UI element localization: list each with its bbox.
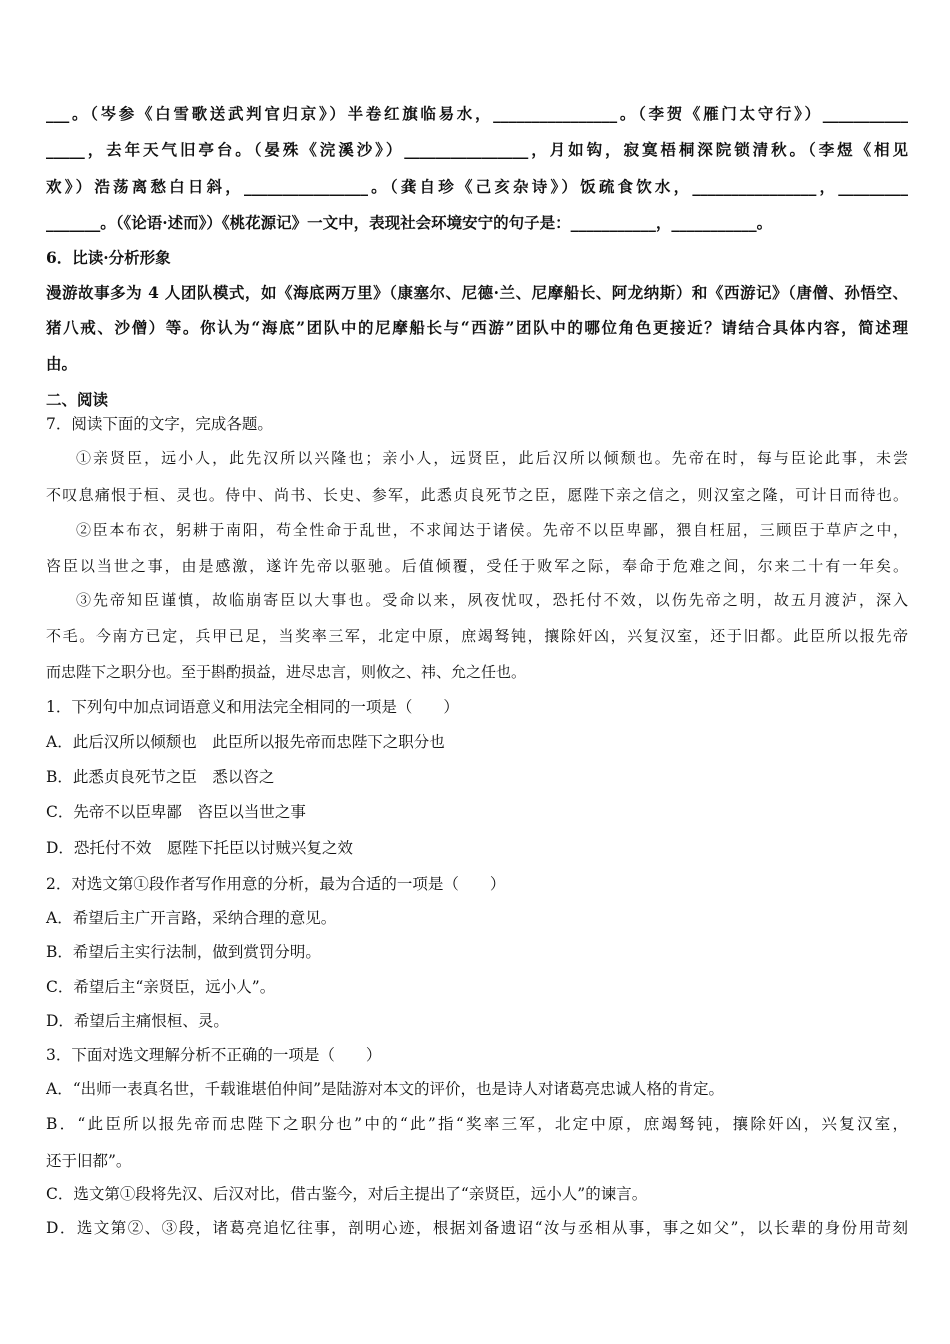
sub-question-1-option-c: C．先帝不以臣卑鄙 咨臣以当世之事 xyxy=(46,803,306,821)
sub-question-2-option-b: B．希望后主实行法制，做到赏罚分明。 xyxy=(46,943,321,961)
passage-paragraph-3-line-3: 而忠陛下之职分也。至于斟酌损益，进尽忠言，则攸之、祎、允之任也。 xyxy=(46,663,527,681)
sub-question-1-stem: 1．下列句中加点词语意义和用法完全相同的一项是（ ） xyxy=(46,698,459,716)
poetry-fill-line-4: _______。（《论语·述而》）《桃花源记》一文中，表现社会环境安宁的句子是：___________，___________。 xyxy=(46,213,773,232)
sub-question-1-option-a: A．此后汉所以倾颓也 此臣所以报先帝而忠陛下之职分也 xyxy=(46,733,445,751)
sub-question-1-option-b: B．此悉贞良死节之臣 悉以咨之 xyxy=(46,768,275,786)
passage-paragraph-2-line-2: 咨臣以当世之事，由是感激，遂许先帝以驱驰。后值倾覆，受任于败军之际，奉命于危难之间，尔来二十有一年矣。 xyxy=(46,557,908,575)
passage-paragraph-3-line-2: 不毛。今南方已定，兵甲已足，当奖率三军，北定中原，庶竭驽钝，攘除奸凶，兴复汉室，还于旧都。此臣所以报先帝 xyxy=(46,627,908,645)
passage-paragraph-2-line-1: ②臣本布衣，躬耕于南阳，苟全性命于乱世，不求闻达于诸侯。先帝不以臣卑鄙，猥自枉屈，三顾臣于草庐之中， xyxy=(76,521,908,539)
sub-question-2-option-c: C．希望后主“亲贤臣，远小人”。 xyxy=(46,978,276,996)
question-6-line-2: 猪八戒、沙僧）等。你认为“海底”团队中的尼摩船长与“西游”团队中的哪位角色更接近？请结合具体内容，简述理 xyxy=(46,318,908,337)
poetry-fill-line-3: 欢》）浩荡离愁白日斜，________________。（龚自珍《己亥杂诗》）饭疏食饮水，________________，_________ xyxy=(46,177,908,196)
passage-paragraph-1-line-1: ①亲贤臣，远小人，此先汉所以兴隆也；亲小人，远贤臣，此后汉所以倾颓也。先帝在时，每与臣论此事，未尝 xyxy=(76,449,908,467)
sub-question-2-stem: 2．对选文第①段作者写作用意的分析，最为合适的一项是（ ） xyxy=(46,875,506,893)
sub-question-1-option-d: D．恐托付不效 愿陛下托臣以讨贼兴复之效 xyxy=(46,839,353,857)
sub-question-2-option-a: A．希望后主广开言路，采纳合理的意见。 xyxy=(46,909,337,927)
passage-paragraph-3-line-1: ③先帝知臣谨慎，故临崩寄臣以大事也。受命以来，夙夜忧叹，恐托付不效，以伤先帝之明，故五月渡泸，深入 xyxy=(76,591,908,609)
sub-question-3-option-b-line-1: B．“此臣所以报先帝而忠陛下之职分也”中的“此”指“奖率三军，北定中原，庶竭驽钝，攘除奸凶，兴复汉室， xyxy=(46,1115,908,1133)
sub-question-3-stem: 3．下面对选文理解分析不正确的一项是（ ） xyxy=(46,1046,382,1064)
question-6-title: 6．比读·分析形象 xyxy=(46,248,171,267)
section-2-title: 二、阅读 xyxy=(46,390,109,409)
question-6-line-3: 由。 xyxy=(46,354,78,373)
poetry-fill-line-1: ___。（岑参《白雪歌送武判官归京》）半卷红旗临易水，________________。（李贺《雁门太守行》）___________ xyxy=(46,104,908,123)
sub-question-3-option-a: A．“出师一表真名世，千载谁堪伯仲间”是陆游对本文的评价，也是诗人对诸葛亮忠诚人格的肯定。 xyxy=(46,1080,725,1098)
sub-question-2-option-d: D．希望后主痛恨桓、灵。 xyxy=(46,1012,229,1030)
sub-question-3-option-b-line-2: 还于旧都”。 xyxy=(46,1152,132,1170)
passage-paragraph-1-line-2: 不叹息痛恨于桓、灵也。侍中、尚书、长史、参军，此悉贞良死节之臣，愿陛下亲之信之，则汉室之隆，可计日而待也。 xyxy=(46,486,908,504)
poetry-fill-line-2: _____，去年天气旧亭台。（晏殊《浣溪沙》）________________，月如钩，寂寞梧桐深院锁清秋。（李煜《相见 xyxy=(46,140,908,159)
question-7-title: 7．阅读下面的文字，完成各题。 xyxy=(46,415,273,433)
sub-question-3-option-c: C．选文第①段将先汉、后汉对比，借古鉴今，对后主提出了“亲贤臣，远小人”的谏言。 xyxy=(46,1185,648,1203)
sub-question-3-option-d: D．选文第②、③段，诸葛亮追忆往事，剖明心迹，根据刘备遗诏“汝与丞相从事，事之如父”，以长辈的身份用苛刻 xyxy=(46,1219,908,1237)
question-6-line-1: 漫游故事多为 4 人团队模式，如《海底两万里》（康塞尔、尼德·兰、尼摩船长、阿龙纳斯）和《西游记》（唐僧、孙悟空、 xyxy=(46,283,908,302)
